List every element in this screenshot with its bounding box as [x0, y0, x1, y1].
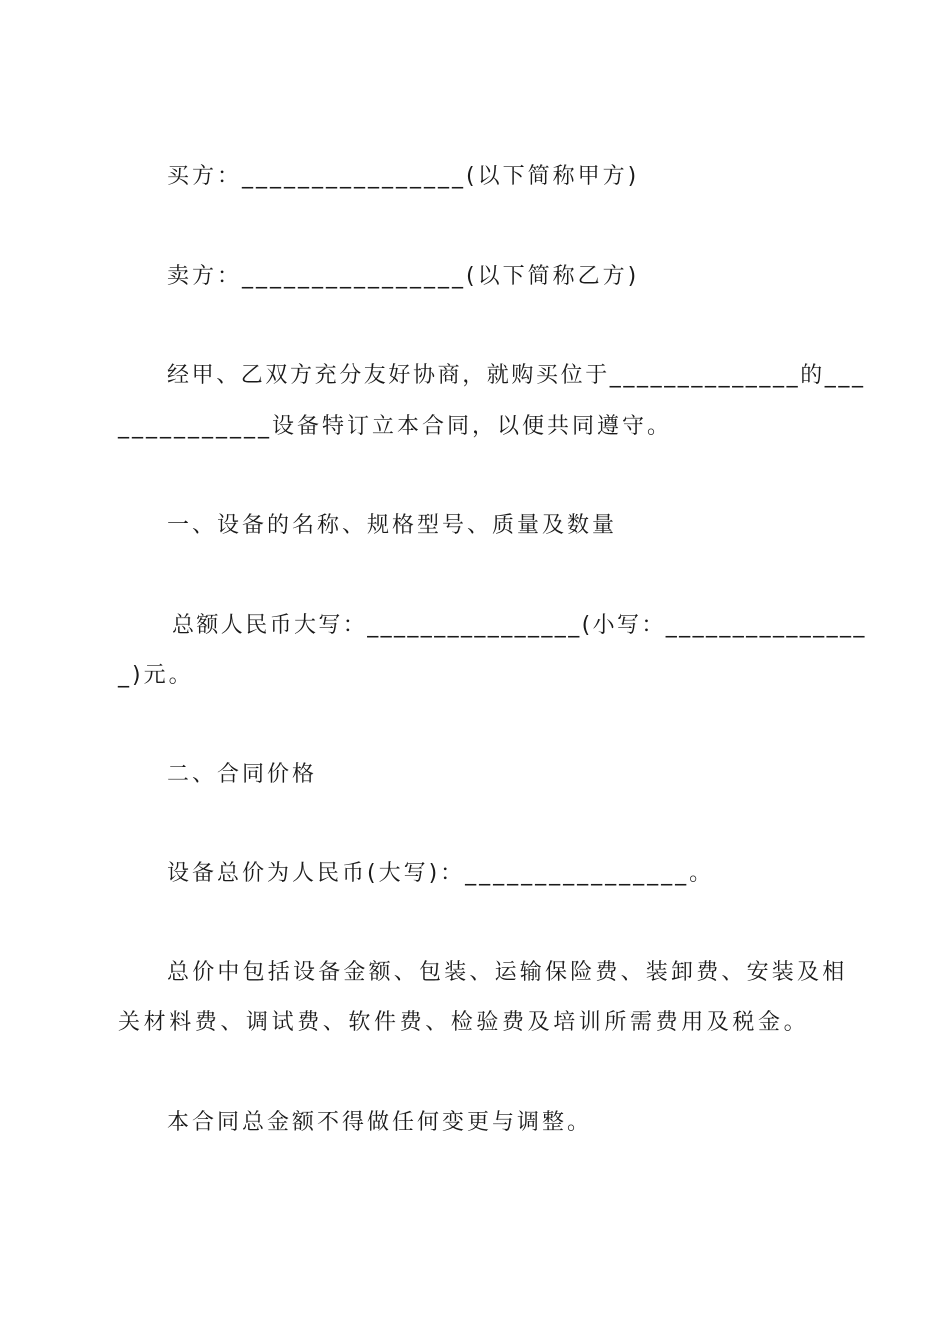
- intro-line-2: ___________设备特订立本合同，以便共同遵守。: [118, 414, 673, 439]
- includes-line-2: 关材料费、调试费、软件费、检验费及培训所需费用及税金。: [118, 1010, 810, 1035]
- seller-line: 卖方：________________(以下简称乙方): [167, 264, 640, 289]
- final-line: 本合同总金额不得做任何变更与调整。: [167, 1110, 593, 1135]
- total-amount-line-2: _)元。: [118, 663, 194, 688]
- section-1-title: 一、设备的名称、规格型号、质量及数量: [167, 513, 618, 538]
- buyer-line: 买方：________________(以下简称甲方): [167, 164, 640, 189]
- intro-line-1: 经甲、乙双方充分友好协商，就购买位于______________的___: [167, 363, 866, 388]
- total-amount-line-1: 总额人民币大写：________________(小写：_______________: [172, 613, 867, 638]
- section-2-title: 二、合同价格: [167, 762, 318, 787]
- price-line: 设备总价为人民币(大写)：________________。: [167, 861, 715, 886]
- includes-line-1: 总价中包括设备金额、包装、运输保险费、装卸费、安装及相: [167, 960, 848, 985]
